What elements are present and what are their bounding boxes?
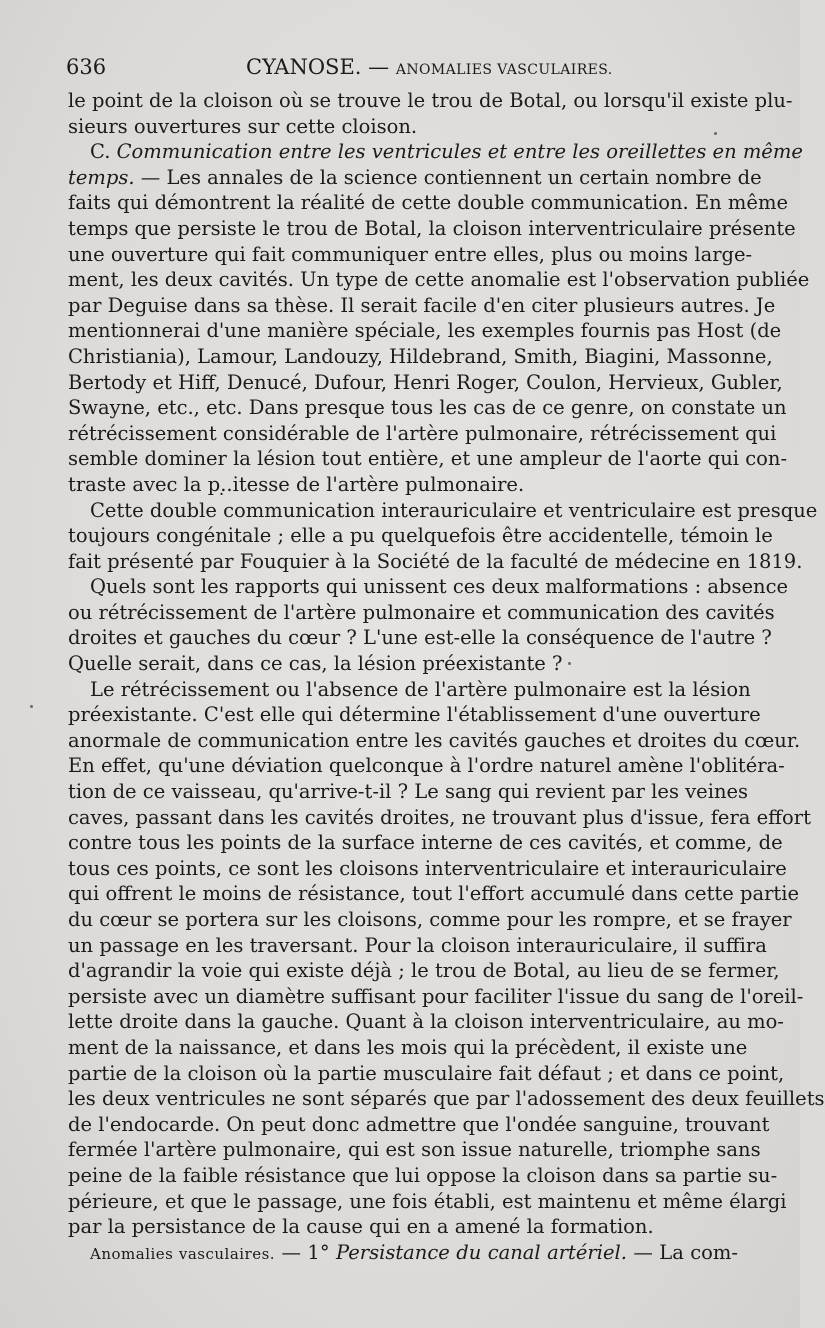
text-line: sieurs ouvertures sur cette cloison. (68, 114, 418, 138)
anomalies-label: Anomalies vasculaires. (90, 1244, 276, 1263)
text-line: fermée l'artère pulmonaire, qui est son issue naturelle, triomphe sans (68, 1138, 761, 1162)
paragraph-section-c (68, 139, 810, 497)
text-line: toujours congénitale ; elle a pu quelquefois être accidentelle, témoin le (68, 524, 773, 548)
section-c-title: Communication entre les ventricules et entre les oreillettes en même (116, 140, 803, 164)
text-line: préexistante. C'est elle qui détermine l'établissement d'une ouverture (68, 703, 761, 727)
text-line: par Deguise dans sa thèse. Il serait facile d'en citer plusieurs autres. Je (68, 293, 776, 317)
text-line: Le rétrécissement ou l'absence de l'artère pulmonaire est la lésion (90, 677, 751, 701)
paragraph-anomalies (68, 1240, 738, 1266)
print-speck (714, 132, 717, 135)
paragraph-question (68, 574, 789, 676)
section-c-heading-line-2 (68, 165, 762, 191)
text-line: qui offrent le moins de résistance, tout l'effort accumulé dans cette partie (68, 882, 800, 906)
text-line: ment, les deux cavités. Un type de cette anomalie est l'observation publiée (68, 268, 810, 292)
text-line: Christiania), Lamour, Landouzy, Hildebrand, Smith, Biagini, Massonne, (68, 344, 773, 368)
text-line: temps que persiste le trou de Botal, la cloison interventriculaire présente (68, 216, 796, 240)
text-line: Swayne, etc., etc. Dans presque tous les cas de ce genre, on constate un (68, 396, 787, 420)
paragraph-double-communication (68, 498, 818, 575)
text-line: d'agrandir la voie qui existe déjà ; le trou de Botal, au lieu de se fermer, (68, 959, 780, 983)
text-line: lette droite dans la gauche. Quant à la cloison interventriculaire, au mo- (68, 1010, 784, 1034)
text-line: tous ces points, ce sont les cloisons interventriculaire et interauriculaire (68, 856, 787, 880)
text-line: du cœur se portera sur les cloisons, comme pour les rompre, et se frayer (68, 908, 792, 931)
text-line: droites et gauches du cœur ? L'une est-elle la conséquence de l'autre ? (68, 626, 772, 650)
text-line: Quels sont les rapports qui unissent ces deux malformations : absence (90, 575, 789, 599)
text-line: semble dominer la lésion tout entière, et une ampleur de l'aorte qui con- (68, 447, 788, 471)
text-line: une ouverture qui fait communiquer entre elles, plus ou moins large- (68, 242, 753, 266)
running-title (246, 55, 613, 79)
running-title-dash: — (361, 55, 396, 79)
anomalies-dash-2: — (626, 1240, 660, 1264)
section-c-text: — Les annales de la science contiennent un certain nombre de (134, 165, 762, 189)
section-c-title-end: temps. (68, 165, 135, 189)
text-line: les deux ventricules ne sont séparés que par l'adossement des deux feuillets (68, 1087, 825, 1111)
anomalies-tail: La com- (659, 1240, 738, 1264)
text-line: traste avec la p.̣.itesse de l'artère pulmonaire. (68, 472, 525, 496)
running-title-main: CYANOSE. (246, 55, 362, 79)
text-line: faits qui démontrent la réalité de cette double communication. En même (68, 191, 788, 215)
anomalies-heading-line (68, 1240, 738, 1266)
anomalies-title: Persistance du canal artériel. (335, 1240, 627, 1264)
text-line: le point de la cloison où se trouve le trou de Botal, ou lorsqu'il existe plu- (68, 89, 793, 112)
text-line: par la persistance de la cause qui en a amené la formation. (68, 1215, 654, 1239)
print-speck (568, 662, 571, 665)
text-line: mentionnerai d'une manière spéciale, les exemples fournis pas Host (de (68, 319, 782, 343)
text-line: caves, passant dans les cavités droites, ne trouvant plus d'issue, fera effort (68, 805, 811, 829)
text-line: ou rétrécissement de l'artère pulmonaire et communication des cavités (68, 600, 775, 624)
text-line: Cette double communication interauriculaire et ventriculaire est presque (90, 498, 818, 522)
text-line: partie de la cloison où la partie musculaire fait défaut ; et dans ce point, (68, 1061, 785, 1085)
text-line: contre tous les points de la surface interne de ces cavités, et comme, de (68, 831, 783, 855)
paragraph-retrecissement (68, 677, 825, 1240)
text-line: périeure, et que le passage, une fois établi, est maintenu et même élargi (68, 1189, 787, 1213)
text-line: rétrécissement considérable de l'artère pulmonaire, rétrécissement qui (68, 421, 777, 445)
body-text (68, 88, 825, 1265)
text-line: Quelle serait, dans ce cas, la lésion préexistante ? (68, 652, 563, 676)
running-title-section: ANOMALIES VASCULAIRES. (395, 62, 613, 78)
text-line: de l'endocarde. On peut donc admettre que l'ondée sanguine, trouvant (68, 1112, 770, 1136)
text-line: ment de la naissance, et dans les mois qui la précèdent, il existe une (68, 1035, 748, 1059)
page-number: 636 (66, 55, 107, 79)
anomalies-number: 1° (307, 1240, 336, 1264)
text-line: anormale de communication entre les cavités gauches et droites du cœur. (68, 728, 801, 752)
text-line: Bertody et Hiff, Denucé, Dufour, Henri Roger, Coulon, Hervieux, Gubler, (68, 370, 783, 394)
text-line: un passage en les traversant. Pour la cloison interauriculaire, il suffira (68, 933, 767, 957)
text-line: persiste avec un diamètre suffisant pour faciliter l'issue du sang de l'oreil- (68, 984, 804, 1008)
text-line: peine de la faible résistance que lui oppose la cloison dans sa partie su- (68, 1163, 778, 1187)
page-header (66, 55, 738, 85)
print-speck (30, 705, 33, 708)
anomalies-dash: — (275, 1240, 308, 1264)
text-line: En effet, qu'une déviation quelconque à l'ordre naturel amène l'oblitéra- (68, 754, 785, 778)
paragraph-continuation (68, 88, 793, 139)
text-line: fait présenté par Fouquier à la Société de la faculté de médecine en 1819. (68, 549, 803, 573)
section-c-label: C. (90, 140, 111, 164)
text-line: tion de ce vaisseau, qu'arrive-t-il ? Le sang qui revient par les veines (68, 780, 749, 804)
section-c-heading-line (68, 139, 803, 165)
